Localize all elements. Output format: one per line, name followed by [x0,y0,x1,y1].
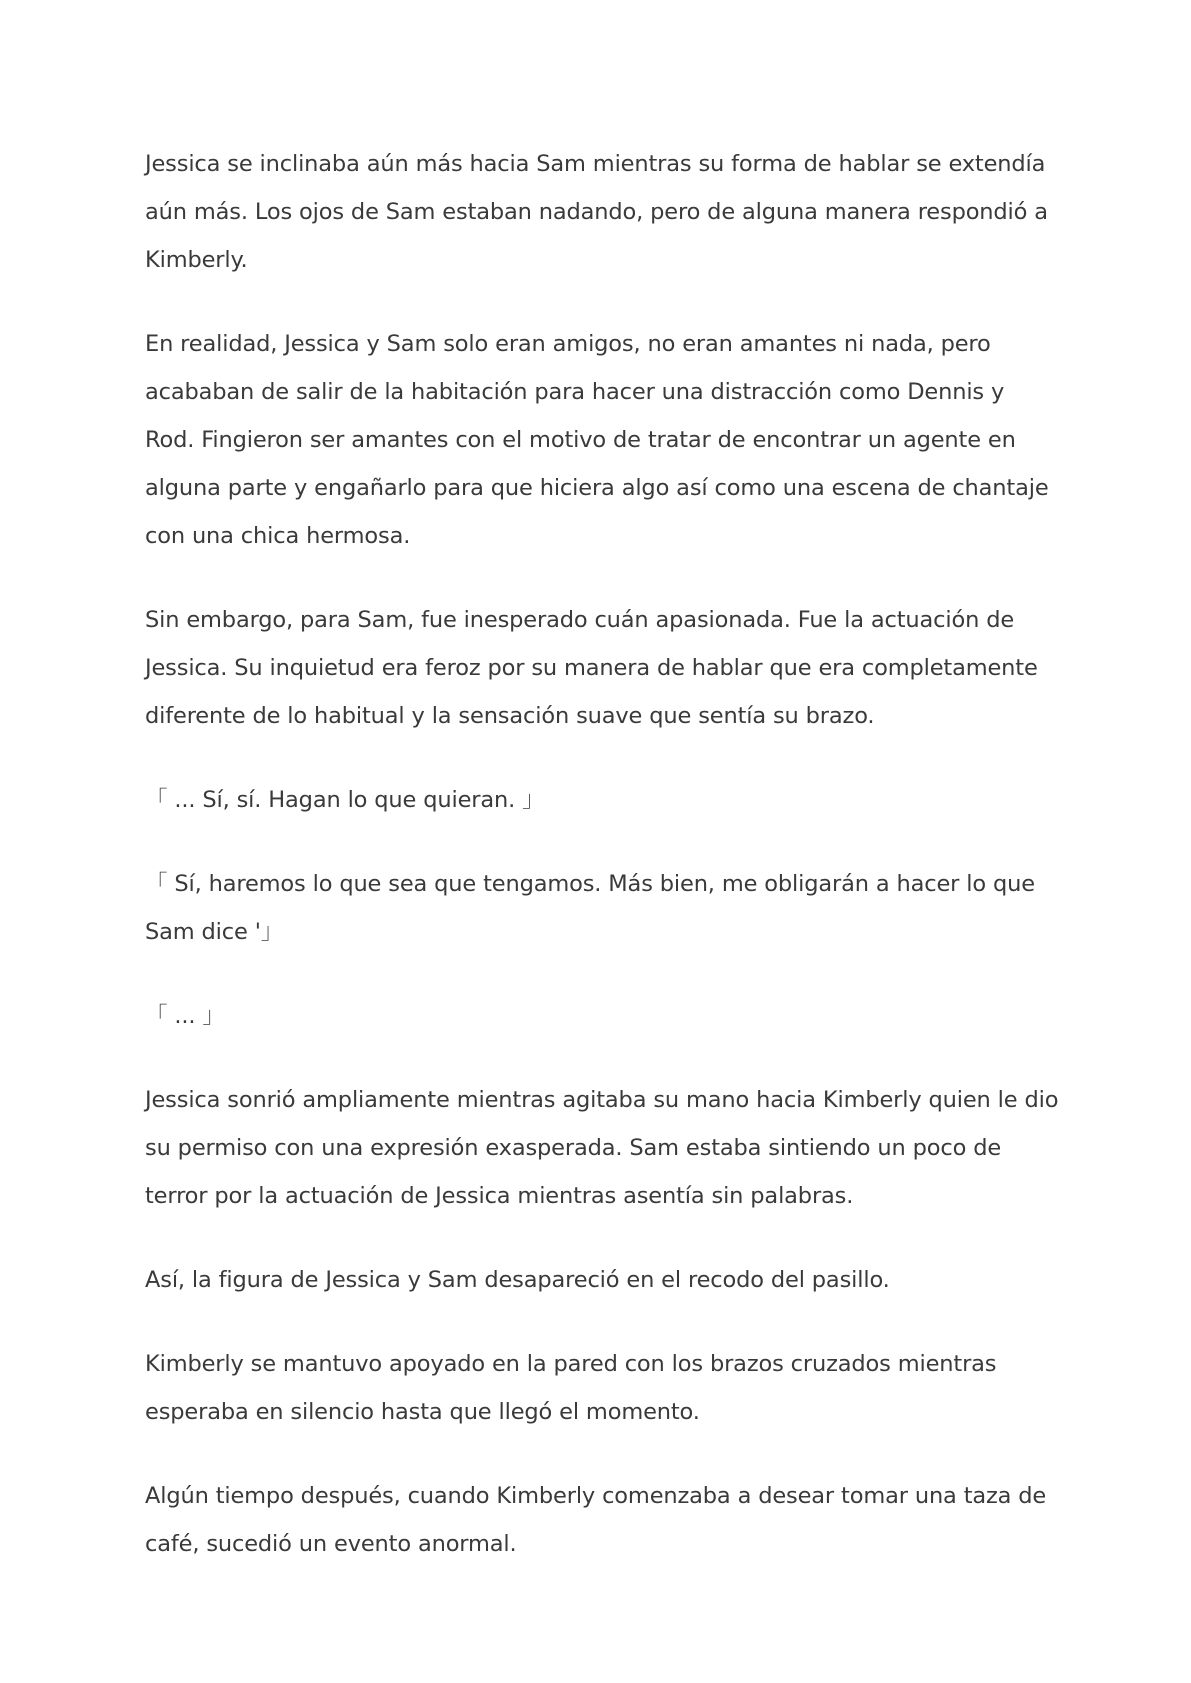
paragraph: Jessica se inclinaba aún más hacia Sam mientras su forma de hablar se extendía aún más. Los ojos de Sam estaban nadando, pero de alguna manera respondió a Kimberly. [145,151,1048,273]
dialogue-line: 「 Sí, haremos lo que sea que tengamos. Más bien, me obligarán a hacer lo que Sam dice '」 [145,871,1035,945]
paragraph: Algún tiempo después, cuando Kimberly comenzaba a desear tomar una taza de café, sucedió un evento anormal. [145,1483,1047,1557]
document-page [145,140,1060,1604]
paragraph: Sin embargo, para Sam, fue inesperado cuán apasionada. Fue la actuación de Jessica. Su inquietud era feroz por su manera de hablar que era completamente diferente de lo habitual y la sensación suave que sentía su brazo. [145,607,1038,729]
paragraph: En realidad, Jessica y Sam solo eran amigos, no eran amantes ni nada, pero acababan de salir de la habitación para hacer una distracción como Dennis y Rod. Fingieron ser amantes con el motivo de tratar de encontrar un agente en alguna parte y engañarlo para que hiciera algo así como una escena de chantaje con una chica hermosa. [145,331,1049,549]
dialogue-line: 「 ... 」 [145,1003,225,1029]
paragraph: Jessica sonrió ampliamente mientras agitaba su mano hacia Kimberly quien le dio su permiso con una expresión exasperada. Sam estaba sintiendo un poco de terror por la actuación de Jessica mientras asentía sin palabras. [145,1087,1059,1209]
paragraph: Kimberly se mantuvo apoyado en la pared con los brazos cruzados mientras esperaba en silencio hasta que llegó el momento. [145,1351,997,1425]
paragraph: Así, la figura de Jessica y Sam desapareció en el recodo del pasillo. [145,1267,890,1293]
dialogue-line: 「 ... Sí, sí. Hagan lo que quieran. 」 [145,787,545,813]
